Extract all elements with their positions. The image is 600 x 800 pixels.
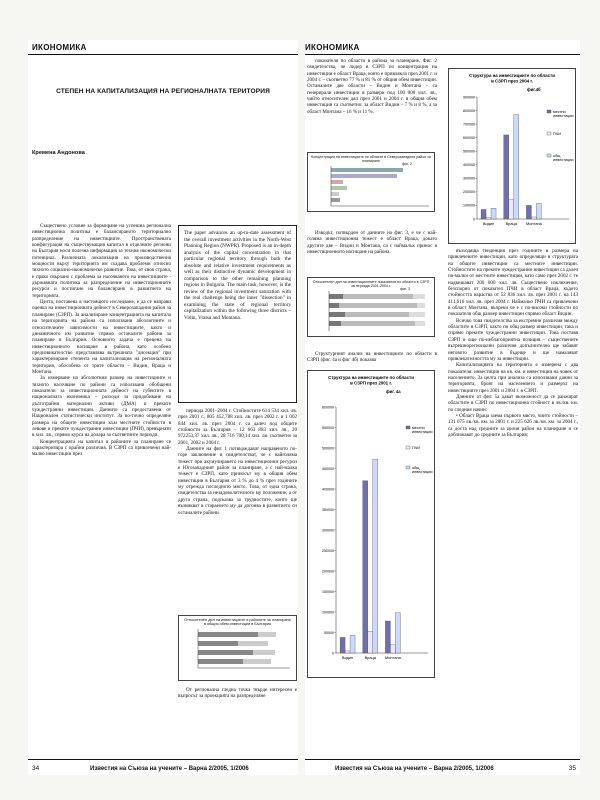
chart-4a-ytick-5: 250000 bbox=[322, 548, 334, 553]
chart-4b-label: фиг.4б bbox=[527, 87, 541, 92]
chart-4a-ytick-1: 50000 bbox=[324, 630, 334, 635]
left-col1-para-3: За измерване на абсолютния размер на инвестициите и тяхното насочване по райони са използвани обобщени показатели за инвестиционната дейност на субектите в националната икономика – разходи за придобиване на дълготрайни материални активи (ДМА) и преките чуждестранни инвестиции. Данните са предоставени от Национален статистически институт. За по-точно определяне размера на общите инвестиции към местните стойности в левове и преките чуждестранни инвестиции (ПЧИ), превърнати в хил. лв., спрямо курса на долара за съответните периоди. bbox=[32, 375, 171, 439]
chart-4b-ytick-7: 700000 bbox=[463, 122, 475, 127]
fig3-row-1 bbox=[329, 294, 425, 299]
chart-4a-label: фиг. 4а bbox=[386, 389, 401, 394]
left-col1-para-2: Целта, поставена в настоящото изследване, е да се направи оценка на инвестиционната дейност в Северозападния район за планиране (СЗРП). За анализиране концентрацията на капитала на територията на района са използвани абсолютните и относителните зависимости на инвестициите, както и динамичното им развитие спрямо останалите райони за планиране в България. Основното задача е прецена на инвестиционното насищане в района, като особено предизвикателство представлява вътрешната "дисекция" при характеризиране степента на капитализация на регионалната територия, обособена от трите области – Видин, Враца и Монтана. bbox=[32, 299, 171, 375]
figure-1-bars bbox=[180, 626, 297, 682]
chart-4a-bar-Монтана-2 bbox=[390, 645, 395, 653]
right-footer-rule bbox=[305, 759, 580, 760]
fig1-row-2 bbox=[198, 641, 268, 646]
english-abstract: The paper advances an up-to-date assessment of the overall investment activities in the North-West Planning Region (NWPR). Proposed is an in-depth analysis of the capital concentration in that particular regional territory through both the absolute and relative investment requirements as well as their distinctive dynamic development in comparison to the other remaining planning regions in Bulgaria. The main task, however, is the review of the regional investment saturation with the real challenge being the inner "dissection" in examining the state of regional territory capitalization within the following three districts – Vidin, Vratsa and Montana. bbox=[178, 225, 297, 403]
chart-4b-category-0: Видин bbox=[482, 221, 495, 226]
right-col2-para-4: Данните от фиг. 5а дават възможност да се ранжират областите в СЗРП по инвестиционна стойност в лв./кв. км. по следния начин: bbox=[448, 393, 578, 413]
right-page bbox=[305, 40, 580, 775]
right-column-2 bbox=[448, 248, 578, 438]
fig1-row-1 bbox=[198, 632, 276, 637]
chart-4b-legend-1: ПЧИ bbox=[553, 132, 561, 136]
left-column-1 bbox=[32, 223, 171, 458]
left-footer-rule bbox=[28, 759, 298, 760]
chart-4a-ytick-9: 450000 bbox=[322, 466, 334, 471]
chart-4b-svg bbox=[449, 69, 575, 243]
figure-2-label: фиг. 2 bbox=[402, 162, 412, 166]
author-name: Кремена Андонова bbox=[32, 150, 85, 156]
right-col2-para-3: Капитализацията на територията е измерена с два показателя: инвестиции на кв. км. и инвестиции на човек от населението. За целта при анализа са използвани данни за територията, броят на населението и размерът на инвестициите през 2001 и 2004 г. в СЗРП. bbox=[448, 362, 578, 394]
fig3-row-4 bbox=[329, 321, 425, 326]
left-col1-para-1: Съществено условие за формиране на успешна регионална инвестиционна политика е балансираното териториално разпределение на инвестициите. Пространствената конфигурация на съществуващия капитал в отделните региони на България носи полезна информация за техния икономически потенциал. Различната локализация на производствения мощности върху територията им създава проблеми относно тяхното социално-икономическо развитие. Това, от своя страна, е пряко свързано с проблема за насочването на инвестициите - държавната политика за разпределение на инвестиционните ресурси и постигане на балансирано в развитието на територията. bbox=[32, 223, 171, 299]
chart-4a-category-2: Монтана bbox=[384, 655, 401, 660]
chart-4a-bar-Монтана-1 bbox=[385, 621, 390, 653]
figure-3-label: фиг. 3 bbox=[400, 287, 410, 291]
right-footer: Известия на Съюза на учените – Варна 2/2005, 1/2006 bbox=[335, 766, 494, 772]
right-col2-para-1: възходяща тенденция през годините в размера на привлечените инвестиции, като определящи в структурата на общите инвестиции са местните инвестиции. Стойностите на преките чуждестранни инвестиции са далеч по-малки от местните инвестиции, като само през 2002 г. те надвишават 200 000 хил. лв. Съществено изключение, безспорно от показател ПЧИ в област Враца, където стойността нараства от 52 836 хил. лв. през 2001 г. на 143 411,616 хил. лв. през 2004 г. Наймалко ПЧИ са привлечени в област Монтана, въпреки че е с по-високи стойности по показателя общ размер инвестиции спрямо област Видин. bbox=[448, 248, 578, 318]
left-header-rule bbox=[28, 54, 298, 55]
right-header-rule bbox=[305, 54, 580, 55]
fig1-row-4 bbox=[198, 659, 271, 664]
chart-4a-category-0: Видин bbox=[341, 655, 354, 660]
chart-4b-bar-Враца-1 bbox=[504, 135, 509, 219]
chart-4b-legend-swatch-2 bbox=[547, 154, 551, 157]
right-col1-para-3: Структурният анализ на инвестициите по области в СЗРП (фиг. 4а и фиг 4б) показва bbox=[307, 351, 437, 364]
article-title: СТЕПЕН НА КАПИТАЛИЗАЦИЯ НА РЕГИОНАЛНАТА ТЕРИТОРИЯ bbox=[56, 88, 270, 95]
chart-4b-legend-swatch-0 bbox=[547, 110, 551, 113]
figure-1-title: Относителен дял на инвестициите в районите за планиране в общия обем инвестиции в България bbox=[184, 618, 291, 626]
chart-4b bbox=[448, 68, 576, 244]
chart-4b-bar-Монтана-3 bbox=[536, 203, 541, 219]
left-col1-para-4: Концентрацията на капитал в районите за планиране се характеризира с крайни различия. В СЗРП са привлечени най-малко инвестиции през bbox=[32, 438, 171, 458]
chart-4b-title: Структура на инвестициите по области в СЗРП през 2004 г. bbox=[469, 73, 555, 84]
fig3-row-2 bbox=[329, 303, 425, 308]
chart-4b-ytick-3: 300000 bbox=[463, 176, 475, 181]
chart-4a-ytick-11: 550000 bbox=[322, 425, 334, 430]
chart-4b-category-2: Монтана bbox=[525, 221, 542, 226]
left-col2-para-1: периода 2001–2004 г. Стойностите 614 534 хил. лв. през 2001 г., 805 452,788 хил. лв. през 2002 г. и 1 002 844 хил. лв. през 2004 г. са далеч под общите стойности за България – 12 663 883 хил. лв., 20 972253,37 хил. лв., 28 716 700,14 хил. лв. съответно за 2001, 2002 и 2004 г. bbox=[178, 408, 297, 446]
figure-2-bars bbox=[309, 164, 435, 212]
left-page-number: 34 bbox=[32, 765, 40, 772]
right-col2-para-2: Всичко това свидетелства за екстремни различия между областите в СЗРП, както по общ размер инвестиции, така и спрямо преките чуждестранни инвестиции. Това поставя СЗРП в още по-неблагоприятна позиция – съществените вътрешнорегионални различия допълнително ще забавят неговото развитие в бъдеще и ще намаляват привлекателността му за инвестиции. bbox=[448, 317, 578, 362]
fig2-row-2 bbox=[331, 174, 397, 178]
chart-4a-bar-Видин-3 bbox=[350, 635, 355, 653]
left-col2-final-paragraph: От регионална гледна точка твърде интересен е въпросът за проекцията на разпределяне bbox=[178, 687, 297, 700]
chart-4a-title: Структура на инвестициите по области в СЗРП през 2001 г. bbox=[328, 375, 414, 386]
chart-4b-legend-swatch-1 bbox=[547, 132, 551, 135]
figure-2 bbox=[307, 152, 435, 212]
figure-1 bbox=[178, 615, 297, 681]
chart-4b-ytick-4: 400000 bbox=[463, 163, 475, 168]
chart-4a-ytick-8: 400000 bbox=[322, 487, 334, 492]
left-column-2-continued bbox=[178, 687, 297, 700]
left-column-2 bbox=[178, 408, 297, 516]
chart-4a-ytick-6: 300000 bbox=[322, 528, 334, 533]
chart-4a-bar-Видин-2 bbox=[345, 651, 350, 653]
fig2-row-4 bbox=[331, 186, 347, 190]
chart-4b-legend-0: местни инвестиции bbox=[553, 110, 574, 119]
fig2-row-5 bbox=[331, 192, 339, 196]
chart-4a-ytick-3: 150000 bbox=[322, 589, 334, 594]
chart-4b-ytick-2: 200000 bbox=[463, 190, 475, 195]
left-running-header: ИКОНОМИКА bbox=[32, 43, 87, 52]
chart-4a-bar-Монтана-3 bbox=[395, 613, 400, 653]
figure-3-bars bbox=[309, 289, 435, 337]
chart-4a-category-1: Враца bbox=[364, 655, 376, 660]
right-page-number: 35 bbox=[568, 765, 576, 772]
figure-3 bbox=[307, 277, 435, 337]
chart-4b-bar-Видин-1 bbox=[481, 210, 486, 219]
chart-4b-bar-Монтана-1 bbox=[526, 205, 531, 219]
chart-4b-ytick-6: 600000 bbox=[463, 135, 475, 140]
chart-4b-bar-Видин-3 bbox=[491, 208, 496, 219]
left-page bbox=[28, 40, 298, 775]
chart-4b-category-1: Враца bbox=[505, 221, 517, 226]
figure-2-title: Концентрация на инвестициите по области в Северозападния район за планиране bbox=[311, 155, 431, 163]
right-col2-para-5: • Област Враца заема първото място, чиито стойности – 131 075 лв./кв. км. за 2001 г. и 225 626 лв./кв. км. за 2004 г., са доста над средните за целия район на планиране и се доближават до средните за България; bbox=[448, 412, 578, 438]
left-footer: Известия на Съюза на учените – Варна 2/2005, 1/2006 bbox=[90, 766, 249, 772]
chart-4b-ytick-0: 0 bbox=[473, 217, 475, 222]
figure-3-title: Относителен дял на инвестиционните показатели по области в СЗРП за периода 2001-2004 г. bbox=[312, 280, 430, 288]
chart-4b-bar-Видин-2 bbox=[486, 218, 491, 219]
chart-4a-ytick-7: 350000 bbox=[322, 507, 334, 512]
chart-4b-bar-Враца-2 bbox=[509, 200, 514, 219]
left-col2-para-2: Данните на фиг. 1 потвърждават направеното по-горе заключение и свидетелстват, че с найголяма тежест при акумулирането на инвестиционни ресурси е Югозападният район за планиране, а с най-малка тежест е СЗРП, като приносът му в общия обем инвестиции в България от 3 % до 4 % през годините му отрежда последното място. Това, от една страна, свидетелства за незадоволителното му положение, а от друга страна, подсказва за трудностите, които ще възникват в стараенето му да догонва в развитието си останалите райони. bbox=[178, 446, 297, 516]
chart-4b-legend-2: общ инвестиции bbox=[553, 154, 574, 163]
chart-4b-ytick-8: 800000 bbox=[463, 108, 475, 113]
right-col1-para-1: показателя по области в района за планиране. Фиг. 2 свидетелства, че лидер в СЗРП по концентрация на инвестиции е област Враца, която е привлякла през 2001 г. и 2004 г. – съответно 77 % и 81 % от общия обем инвестиции. Останалите две области – Видин и Монтана – са генерирали инвестиции в размери под 100 000 хил. лв., чийто относителен дял през 2001 и 2004 г. в общия обем инвестиции са съответно: за област Видин – 7 % и 8 %, а за област Монтана – 16 % и 11 %. bbox=[307, 58, 437, 115]
chart-4a-legend-2: общ инвестиции bbox=[412, 466, 433, 475]
chart-4a-legend-1: ПЧИ bbox=[412, 446, 420, 450]
chart-4b-ytick-5: 500000 bbox=[463, 149, 475, 154]
right-column-1-mid bbox=[307, 230, 437, 255]
chart-4a bbox=[307, 370, 435, 678]
chart-4b-ytick-1: 100000 bbox=[463, 203, 475, 208]
chart-4a-bar-Враца-2 bbox=[368, 631, 373, 653]
chart-4a-ytick-12: 600000 bbox=[322, 405, 334, 410]
chart-4a-bar-Враца-1 bbox=[363, 481, 368, 653]
fig1-row-3 bbox=[198, 650, 275, 655]
fig2-row-6 bbox=[331, 198, 340, 202]
fig3-row-3 bbox=[329, 312, 425, 317]
chart-4a-legend-swatch-0 bbox=[406, 426, 410, 429]
chart-4b-ytick-9: 900000 bbox=[463, 95, 475, 100]
right-column-1-top bbox=[307, 58, 437, 115]
chart-4a-ytick-10: 500000 bbox=[322, 446, 334, 451]
chart-4a-ytick-2: 100000 bbox=[322, 610, 334, 615]
right-column-1-bottom bbox=[307, 351, 437, 364]
fig2-row-1 bbox=[331, 168, 403, 172]
right-running-header: ИКОНОМИКА bbox=[305, 43, 360, 52]
chart-4a-ytick-0: 0 bbox=[332, 651, 334, 656]
chart-4a-ytick-4: 200000 bbox=[322, 569, 334, 574]
chart-4a-bar-Видин-1 bbox=[340, 637, 345, 653]
chart-4a-bar-Враца-3 bbox=[373, 459, 378, 653]
right-col1-para-2: Изводът, потвърден от данните на фиг. 3, е че с най-голяма инвестиционна тежест е област Враца, докато другите две – Видин и Монтана, са с наймалък принос в инвестиционното насищане на района. bbox=[307, 230, 437, 256]
fig2-row-3 bbox=[331, 180, 343, 184]
chart-4b-bar-Монтана-2 bbox=[531, 217, 536, 219]
chart-4a-legend-swatch-2 bbox=[406, 466, 410, 469]
chart-4a-legend-0: местни инвестиции bbox=[412, 426, 433, 435]
chart-4b-bar-Враца-3 bbox=[514, 115, 519, 219]
chart-4a-legend-swatch-1 bbox=[406, 446, 410, 449]
chart-4a-svg bbox=[308, 371, 434, 677]
